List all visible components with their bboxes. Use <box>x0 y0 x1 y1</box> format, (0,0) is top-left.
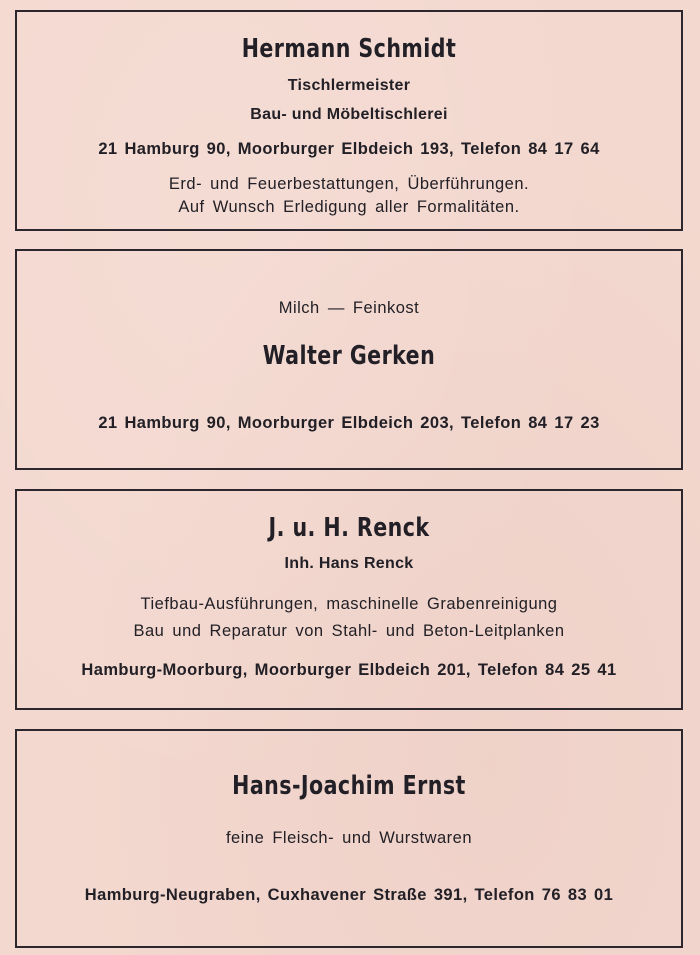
ad-address: Hamburg-Neugraben, Cuxhavener Straße 391, Telefon 76 83 01 <box>84 886 614 904</box>
ad-hermann-schmidt <box>15 10 683 231</box>
ad-title: Tischlermeister <box>287 77 411 94</box>
ad-name: J. u. H. Renck <box>268 513 430 543</box>
ad-services-line-1: Erd- und Feuerbestattungen, Überführungen. <box>168 175 530 193</box>
ad-address: 21 Hamburg 90, Moorburger Elbdeich 193, Telefon 84 17 64 <box>98 140 600 158</box>
ad-walter-gerken <box>15 249 683 470</box>
ad-category: Milch — Feinkost <box>278 299 420 317</box>
ad-subtitle: Bau- und Möbeltischlerei <box>250 106 448 123</box>
ad-address: 21 Hamburg 90, Moorburger Elbdeich 203, Telefon 84 17 23 <box>98 414 600 432</box>
ad-name: Hermann Schmidt <box>241 34 457 64</box>
ad-name: Hans-Joachim Ernst <box>232 771 466 801</box>
ad-services-line-2: Bau und Reparatur von Stahl- und Beton-Leitplanken <box>133 622 565 640</box>
ad-description: feine Fleisch- und Wurstwaren <box>225 829 473 847</box>
ad-renck <box>15 489 683 710</box>
ad-address: Hamburg-Moorburg, Moorburger Elbdeich 201, Telefon 84 25 41 <box>81 661 617 679</box>
ad-name: Walter Gerken <box>262 341 436 371</box>
ad-services-line-1: Tiefbau-Ausführungen, maschinelle Grabenreinigung <box>140 595 558 613</box>
ad-owner: Inh. Hans Renck <box>284 555 414 572</box>
ad-services-line-2: Auf Wunsch Erledigung aller Formalitäten. <box>178 198 520 216</box>
ad-hans-joachim-ernst <box>15 729 683 948</box>
